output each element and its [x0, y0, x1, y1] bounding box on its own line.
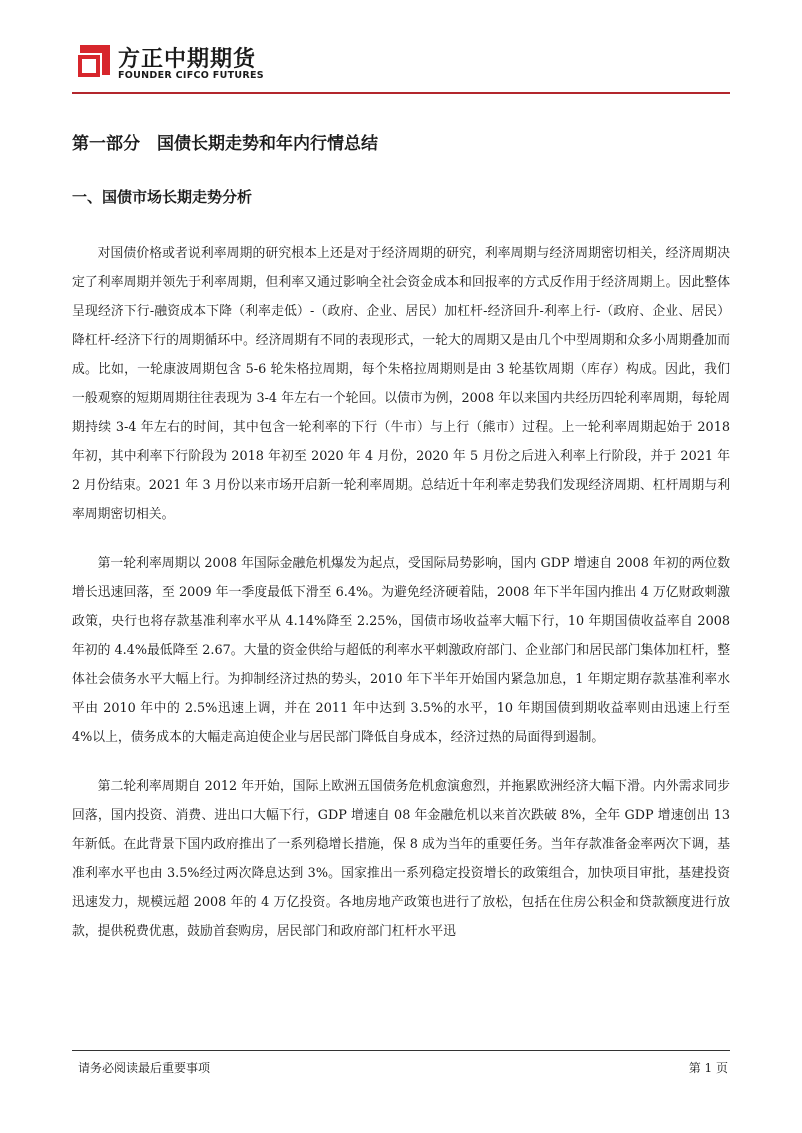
- paragraph: 对国债价格或者说利率周期的研究根本上还是对于经济周期的研究，利率周期与经济周期密切相关，经济周期决定了利率周期并领先于利率周期，但利率又通过影响全社会资金成本和回报率的方式反作用于经济周期上。因此整体呈现经济下行-融资成本下降（利率走低）-（政府、企业、居民）加杠杆-经济回升-利率上行-（政府、企业、居民）降杠杆-经济下行的周期循环中。经济周期有不同的表现形式，一轮大的周期又是由几个中型周期和众多小周期叠加而成。比如，一轮康波周期包含 5-6 轮朱格拉周期，每个朱格拉周期则是由 3 轮基钦周期（库存）构成。因此，我们一般观察的短期周期往往表现为 3-4 年左右一个轮回。以债市为例，2008 年以来国内共经历四轮利率周期，每轮周期持续 3-4 年左右的时间，其中包含一轮利率的下行（牛市）与上行（熊市）过程。上一轮利率周期起始于 2018 年初，其中利率下行阶段为 2018 年初至 2020 年 4 月份，2020 年 5 月份之后进入利率上行阶段，并于 2021 年 2 月份结束。2021 年 3 月份以来市场开启新一轮利率周期。总结近十年利率走势我们发现经济周期、杠杆周期与利率周期密切相关。: [72, 246, 730, 522]
- paragraph: 第一轮利率周期以 2008 年国际金融危机爆发为起点，受国际局势影响，国内 GDP 增速自 2008 年初的两位数增长迅速回落，至 2009 年一季度最低下滑至 6.4%。为避免经济硬着陆，2008 年下半年国内推出 4 万亿财政刺激政策，央行也将存款基准利率水平从 4.14%降至 2.25%，国债市场收益率大幅下行，10 年期国债收益率自 2008 年初的 4.4%最低降至 2.67。大量的资金供给与超低的利率水平刺激政府部门、企业部门和居民部门集体加杠杆，整体社会债务水平大幅上行。为抑制经济过热的势头，2010 年下半年开始国内紧急加息，1 年期定期存款基准利率水平由 2010 年中的 2.5%迅速上调，并在 2011 年中达到 3.5%的水平，10 年期国债到期收益率则由迅速上行至 4%以上，债务成本的大幅走高迫使企业与居民部门降低自身成本，经济过热的局面得到遏制。: [72, 556, 730, 745]
- header-divider: [72, 92, 730, 94]
- part-title: 第一部分 国债长期走势和年内行情总结: [72, 134, 378, 154]
- section-title: 一、国债市场长期走势分析: [72, 188, 253, 206]
- brand-name-en: FOUNDER CIFCO FUTURES: [118, 70, 264, 81]
- page-number: 第 1 页: [688, 1061, 728, 1075]
- founder-logo-icon: [78, 43, 112, 77]
- footer-disclaimer: 请务必阅读最后重要事项: [78, 1061, 211, 1075]
- document-body: [72, 128, 730, 946]
- page-footer: [72, 1050, 730, 1091]
- brand-name-cn: 方正中期期货: [118, 47, 257, 72]
- paragraph: 第二轮利率周期自 2012 年开始，国际上欧洲五国债务危机愈演愈烈，并拖累欧洲经济大幅下滑。内外需求同步回落，国内投资、消费、进出口大幅下行，GDP 增速自 08 年金融危机以来首次跌破 8%，全年 GDP 增速创出 13 年新低。在此背景下国内政府推出了一系列稳增长措施，保 8 成为当年的重要任务。当年存款准备金率两次下调，基准利率水平也由 3.5%经过两次降息达到 3%。国家推出一系列稳定投资增长的政策组合，加快项目审批，基建投资迅速发力，规模远超 2008 年的 4 万亿投资。各地房地产政策也进行了放松，包括在住房公积金和贷款额度进行放款，提供税费优惠，鼓励首套购房，居民部门和政府部门杠杆水平迅: [72, 779, 730, 939]
- page-header: [0, 0, 802, 100]
